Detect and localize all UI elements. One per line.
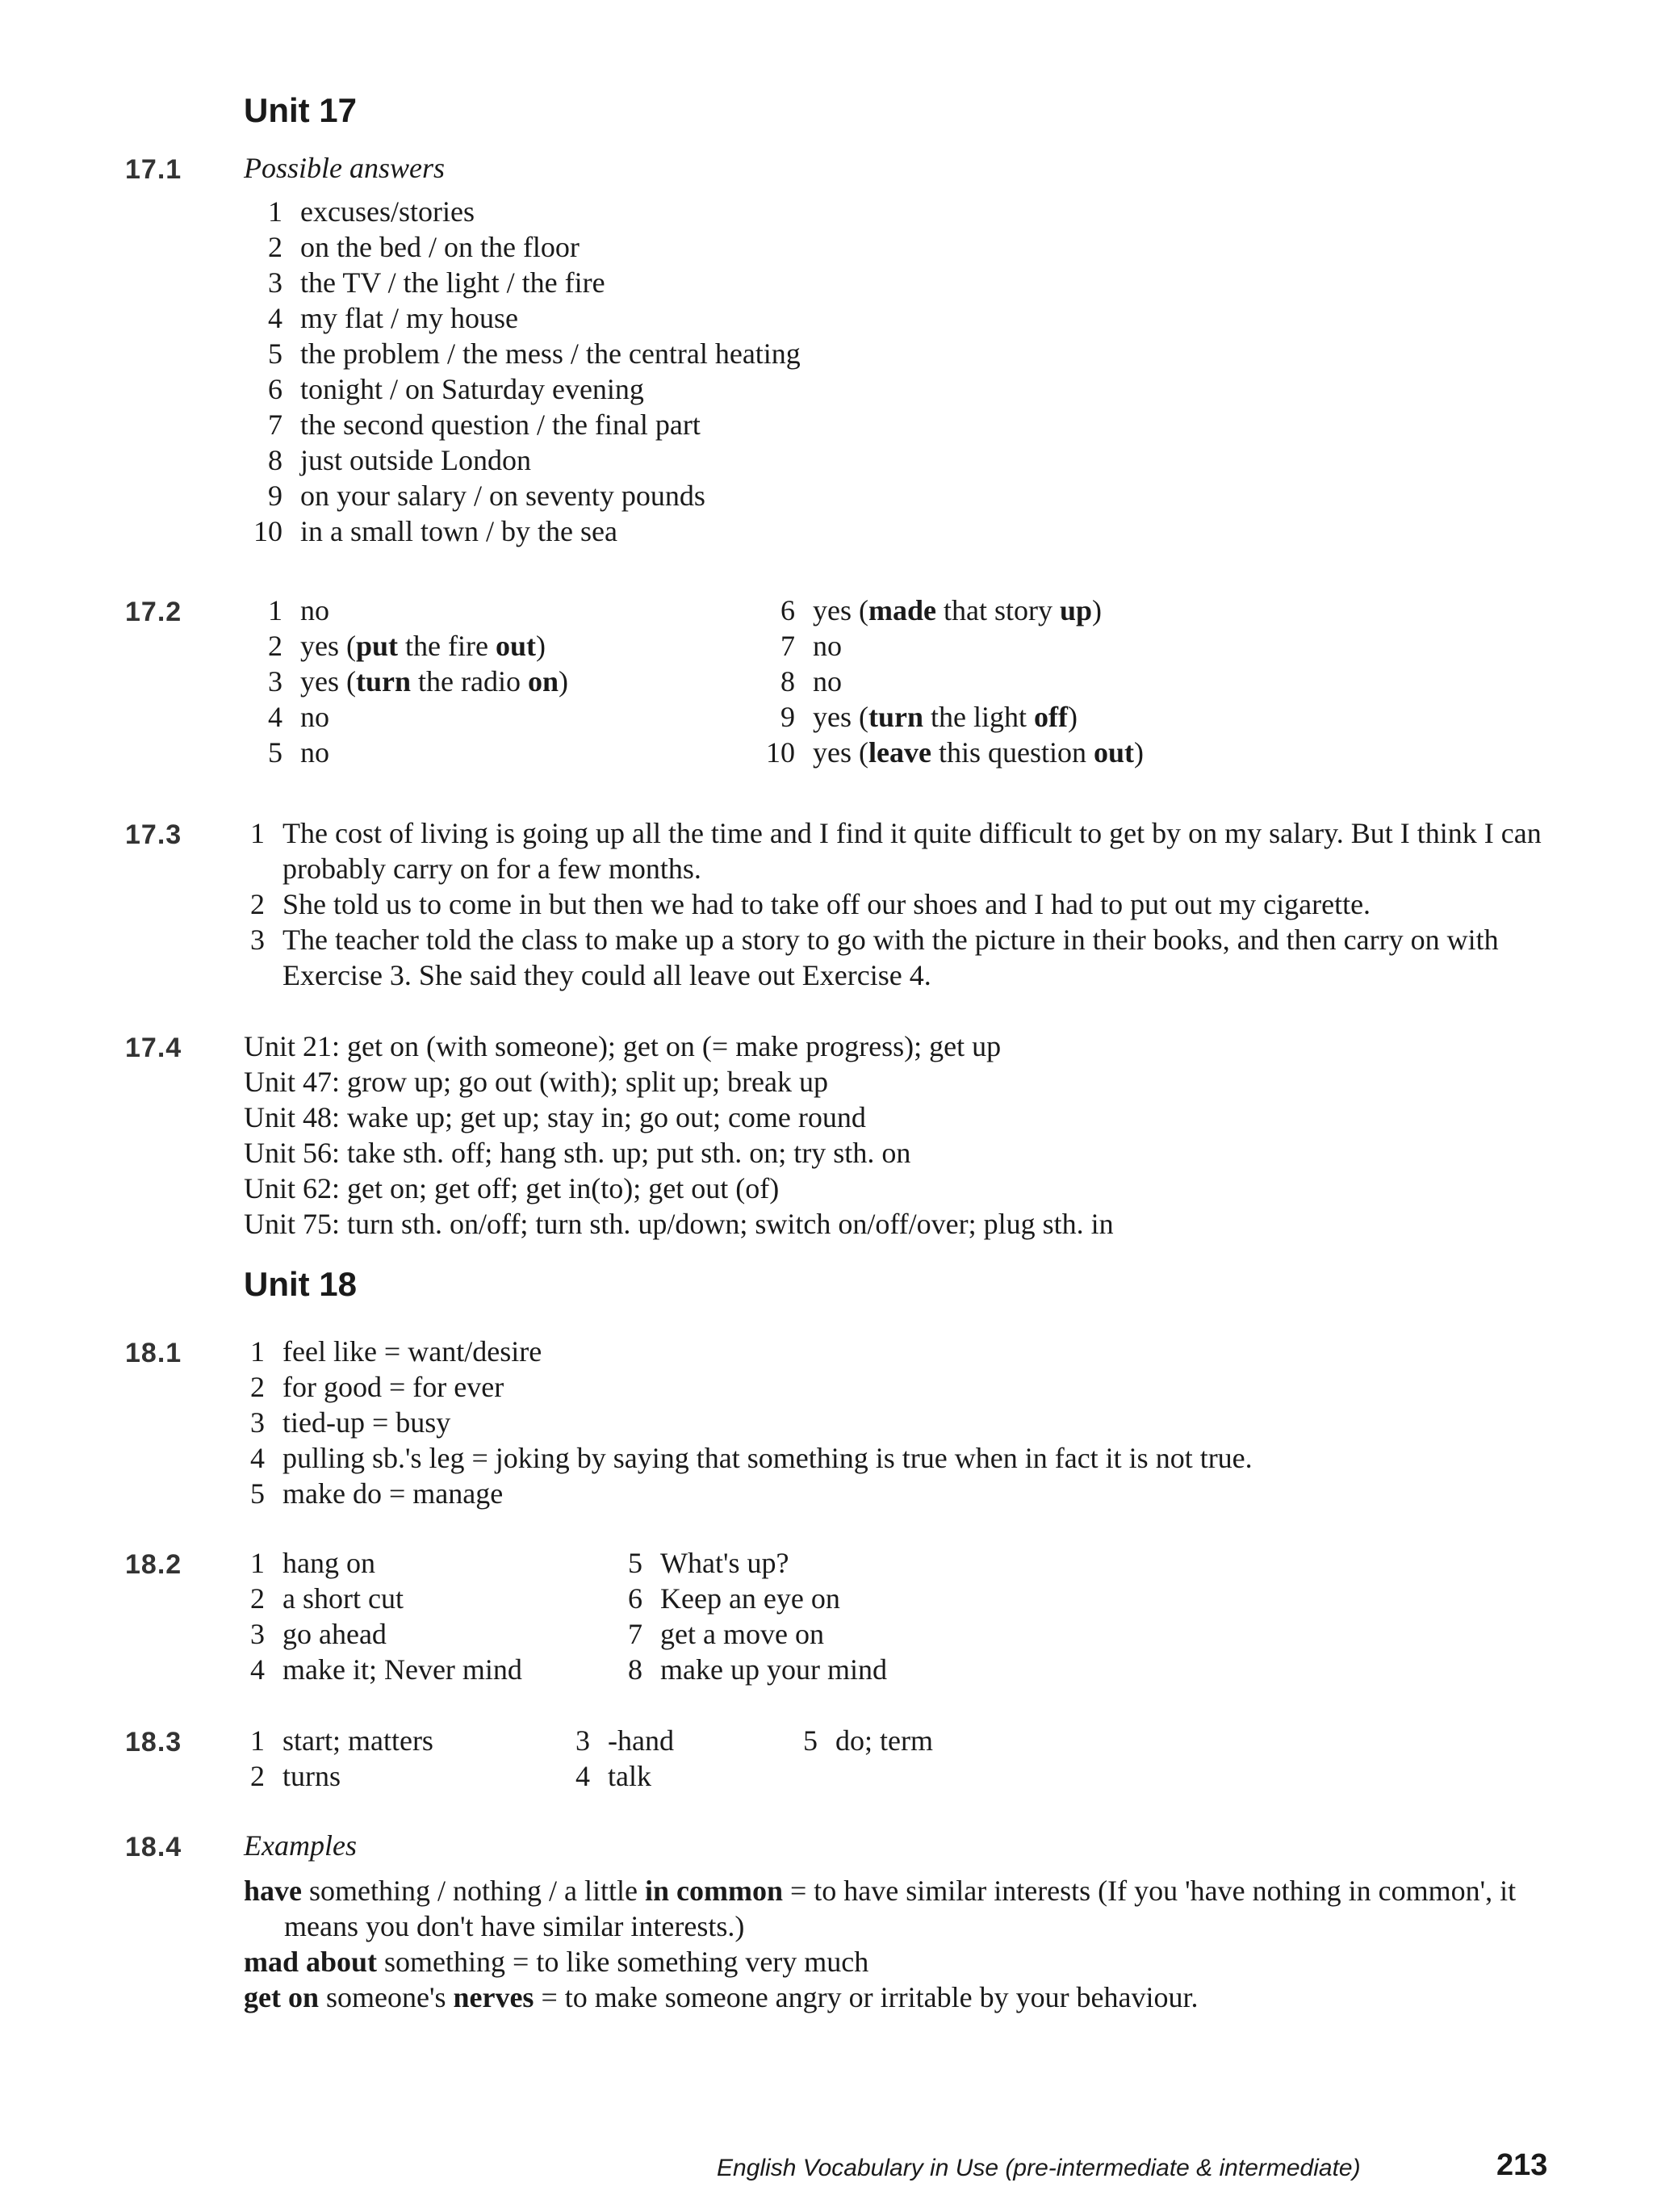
item-text: make it; Never mind (282, 1653, 522, 1686)
item-text: tonight / on Saturday evening (300, 373, 644, 405)
text-fragment: = to make someone angry or irritable by your behaviour. (534, 1981, 1199, 2013)
item-text: The teacher told the class to make up a story to go with the picture in their books, and then carry on with Exercise 3. She said they could all leave out Exercise 4. (282, 924, 1499, 991)
exercise-17-2-answers-left (244, 593, 568, 770)
list-item (244, 922, 1600, 993)
item-number: 4 (250, 1653, 265, 1686)
item-number: 1 (250, 817, 265, 849)
bold-phrase: put (355, 630, 399, 662)
text-fragment: ) (535, 630, 546, 662)
item-text: tied-up = busy (282, 1406, 451, 1439)
item-number: 9 (268, 480, 282, 512)
list-item (244, 1405, 1253, 1440)
list-item (569, 1723, 674, 1758)
item-text: for good = for ever (282, 1371, 504, 1403)
item-text: -hand (608, 1724, 674, 1757)
exercise-18-3-answers-col2 (569, 1723, 674, 1794)
list-item (244, 1652, 522, 1687)
text-fragment: no (813, 630, 842, 662)
item-text: in a small town / by the sea (300, 515, 617, 547)
list-item (244, 513, 801, 549)
list-item (244, 229, 801, 265)
list-item (621, 1581, 887, 1616)
list-item (244, 1616, 522, 1652)
item-number: 4 (575, 1760, 590, 1792)
list-line: Unit 47: grow up; go out (with); split up; break up (244, 1066, 828, 1098)
exercise-number-18-1: 18.1 (125, 1338, 182, 1368)
item-text: hang on (282, 1547, 375, 1579)
list-item (756, 628, 1144, 664)
item-text: just outside London (300, 444, 531, 476)
item-number: 5 (268, 337, 282, 370)
list-item (756, 593, 1144, 628)
exercise-18-3-answers-col3 (797, 1723, 933, 1758)
bold-phrase: nerves (453, 1981, 534, 2013)
item-text: go ahead (282, 1618, 387, 1650)
text-fragment: no (813, 665, 842, 698)
bold-phrase: out (495, 630, 536, 662)
item-text: the TV / the light / the fire (300, 266, 605, 299)
item-number: 2 (250, 1760, 265, 1792)
list-item (244, 699, 568, 735)
text-fragment: the light (923, 701, 1034, 733)
item-text: make do = manage (282, 1477, 504, 1510)
exercise-number-18-4: 18.4 (125, 1832, 182, 1862)
item-text: turns (282, 1760, 341, 1792)
item-text (813, 628, 842, 664)
bold-phrase: on (527, 665, 559, 698)
list-item (244, 1476, 1253, 1511)
item-number: 5 (628, 1547, 642, 1579)
list-item (244, 1545, 522, 1581)
list-item (244, 1440, 1253, 1476)
item-text: What's up? (660, 1547, 789, 1579)
item-number: 8 (268, 444, 282, 476)
list-item (621, 1616, 887, 1652)
item-text (300, 593, 329, 628)
list-item (756, 699, 1144, 735)
exercise-17-1-answers (244, 194, 801, 549)
exercise-17-1-heading: Possible answers (244, 152, 446, 184)
exercise-18-2-answers-right (621, 1545, 887, 1687)
bold-phrase: turn (868, 701, 923, 733)
list-line: Unit 21: get on (with someone); get on (= make progress); get up (244, 1030, 1002, 1062)
item-number: 1 (268, 594, 282, 626)
item-number: 2 (268, 231, 282, 263)
item-text: on the bed / on the floor (300, 231, 580, 263)
exercise-number-18-2: 18.2 (125, 1549, 182, 1580)
list-item (756, 735, 1144, 770)
bold-phrase: mad about (244, 1946, 378, 1978)
list-item (244, 1369, 1253, 1405)
item-number: 6 (780, 594, 795, 626)
list-item (244, 593, 568, 628)
list-item (244, 300, 801, 336)
item-number: 3 (250, 924, 265, 956)
item-number: 2 (268, 630, 282, 662)
exercise-number-17-3: 17.3 (125, 819, 182, 850)
list-line: Unit 56: take sth. off; hang sth. up; put sth. on; try sth. on (244, 1137, 911, 1169)
item-text: start; matters (282, 1724, 433, 1757)
bold-phrase: have (244, 1875, 302, 1907)
text-fragment: yes ( (813, 736, 868, 769)
list-line: Unit 48: wake up; get up; stay in; go out; come round (244, 1101, 866, 1133)
example-entry (244, 1873, 1567, 1944)
footer-page-number: 213 (1496, 2148, 1548, 2182)
list-item (244, 442, 801, 478)
example-entry (244, 1979, 1567, 2015)
list-item (244, 815, 1600, 886)
item-number: 2 (250, 888, 265, 920)
text-fragment: yes ( (813, 594, 868, 626)
item-text (300, 628, 546, 664)
list-item (244, 886, 1600, 922)
item-text (300, 735, 329, 770)
item-number: 7 (268, 408, 282, 441)
list-item (621, 1652, 887, 1687)
item-text (813, 735, 1144, 770)
item-number: 10 (253, 515, 282, 547)
exercise-number-17-1: 17.1 (125, 154, 182, 185)
list-item (244, 735, 568, 770)
item-text: make up your mind (660, 1653, 887, 1686)
list-item (244, 1581, 522, 1616)
list-item (244, 1723, 433, 1758)
item-text: feel like = want/desire (282, 1335, 542, 1368)
text-fragment: someone's (319, 1981, 454, 2013)
item-text: pulling sb.'s leg = joking by saying that something is true when in fact it is not true. (282, 1442, 1253, 1474)
list-item (569, 1758, 674, 1794)
unit-18-title: Unit 18 (244, 1265, 358, 1303)
text-fragment: no (300, 736, 329, 769)
text-fragment: something / nothing / a little (302, 1875, 645, 1907)
item-text: Keep an eye on (660, 1582, 840, 1615)
item-text: talk (608, 1760, 651, 1792)
exercise-17-3-answers (244, 815, 1600, 993)
item-number: 4 (250, 1442, 265, 1474)
item-number: 2 (250, 1371, 265, 1403)
item-number: 3 (575, 1724, 590, 1757)
list-item (244, 371, 801, 407)
item-text (300, 699, 329, 735)
exercise-17-2-answers-right (756, 593, 1144, 770)
item-number: 7 (628, 1618, 642, 1650)
text-fragment: ) (558, 665, 568, 698)
item-number: 3 (268, 266, 282, 299)
item-text: the problem / the mess / the central heating (300, 337, 801, 370)
list-item (244, 194, 801, 229)
item-text: a short cut (282, 1582, 404, 1615)
exercise-18-3-answers-col1 (244, 1723, 433, 1794)
text-fragment: the fire (398, 630, 496, 662)
item-number: 6 (628, 1582, 642, 1615)
text-fragment: something = to like something very much (377, 1946, 869, 1978)
item-number: 1 (250, 1547, 265, 1579)
item-number: 7 (780, 630, 795, 662)
item-number: 8 (780, 665, 795, 698)
text-fragment: ) (1133, 736, 1144, 769)
list-item (244, 407, 801, 442)
item-text: excuses/stories (300, 195, 475, 228)
list-item (244, 664, 568, 699)
text-fragment: that story (935, 594, 1060, 626)
text-fragment: yes ( (813, 701, 868, 733)
item-number: 1 (250, 1724, 265, 1757)
text-fragment: no (300, 594, 329, 626)
text-fragment: no (300, 701, 329, 733)
exercise-18-4-heading: Examples (244, 1829, 357, 1862)
item-number: 2 (250, 1582, 265, 1615)
text-fragment: = to have similar interests (If you 'have nothing in common', it means you don't have similar interests.) (284, 1875, 1517, 1942)
unit-17-title: Unit 17 (244, 91, 358, 129)
text-fragment: ) (1092, 594, 1103, 626)
bold-phrase: turn (355, 665, 411, 698)
example-entry (244, 1944, 1567, 1979)
bold-phrase: get on (244, 1981, 319, 2013)
list-item (244, 1758, 433, 1794)
text-fragment: this question (931, 736, 1094, 769)
item-text: do; term (835, 1724, 933, 1757)
item-text: the second question / the final part (300, 408, 701, 441)
item-text: get a move on (660, 1618, 824, 1650)
footer-book-title: English Vocabulary in Use (pre-intermediate & intermediate) (717, 2155, 1361, 2181)
list-item (244, 336, 801, 371)
list-item (621, 1545, 887, 1581)
bold-phrase: off (1034, 701, 1068, 733)
item-text (300, 664, 568, 699)
item-number: 8 (628, 1653, 642, 1686)
text-fragment: yes ( (300, 665, 356, 698)
exercise-18-4-examples (244, 1873, 1567, 2015)
item-number: 4 (268, 701, 282, 733)
exercise-number-18-3: 18.3 (125, 1727, 182, 1757)
item-number: 1 (268, 195, 282, 228)
text-fragment: ) (1067, 701, 1078, 733)
item-number: 5 (803, 1724, 818, 1757)
item-number: 4 (268, 302, 282, 334)
list-item (244, 628, 568, 664)
bold-phrase: leave (868, 736, 931, 769)
item-number: 9 (780, 701, 795, 733)
item-number: 6 (268, 373, 282, 405)
bold-phrase: in common (644, 1875, 783, 1907)
bold-phrase: up (1059, 594, 1093, 626)
exercise-18-2-answers-left (244, 1545, 522, 1687)
item-number: 5 (250, 1477, 265, 1510)
exercise-number-17-2: 17.2 (125, 597, 182, 627)
list-item (244, 478, 801, 513)
item-number: 10 (766, 736, 795, 769)
item-text: on your salary / on seventy pounds (300, 480, 705, 512)
list-line: Unit 75: turn sth. on/off; turn sth. up/down; switch on/off/over; plug sth. in (244, 1208, 1114, 1240)
list-item (244, 265, 801, 300)
bold-phrase: made (868, 594, 936, 626)
bold-phrase: out (1093, 736, 1134, 769)
text-fragment: yes ( (300, 630, 356, 662)
item-text (813, 664, 842, 699)
item-number: 1 (250, 1335, 265, 1368)
list-item (756, 664, 1144, 699)
item-text (813, 593, 1102, 628)
text-fragment: the radio (411, 665, 528, 698)
item-text: my flat / my house (300, 302, 518, 334)
item-text (813, 699, 1078, 735)
exercise-number-17-4: 17.4 (125, 1033, 182, 1063)
item-number: 5 (268, 736, 282, 769)
item-number: 3 (250, 1618, 265, 1650)
exercise-17-4-answers (244, 1028, 1114, 1242)
item-text: The cost of living is going up all the time and I find it quite difficult to get by on my salary. But I think I can probably carry on for a few months. (282, 817, 1542, 885)
item-number: 3 (250, 1406, 265, 1439)
item-number: 3 (268, 665, 282, 698)
list-line: Unit 62: get on; get off; get in(to); get out (of) (244, 1172, 780, 1204)
exercise-18-1-answers (244, 1334, 1253, 1511)
item-text: She told us to come in but then we had to take off our shoes and I had to put out my cigarette. (282, 888, 1371, 920)
list-item (797, 1723, 933, 1758)
list-item (244, 1334, 1253, 1369)
